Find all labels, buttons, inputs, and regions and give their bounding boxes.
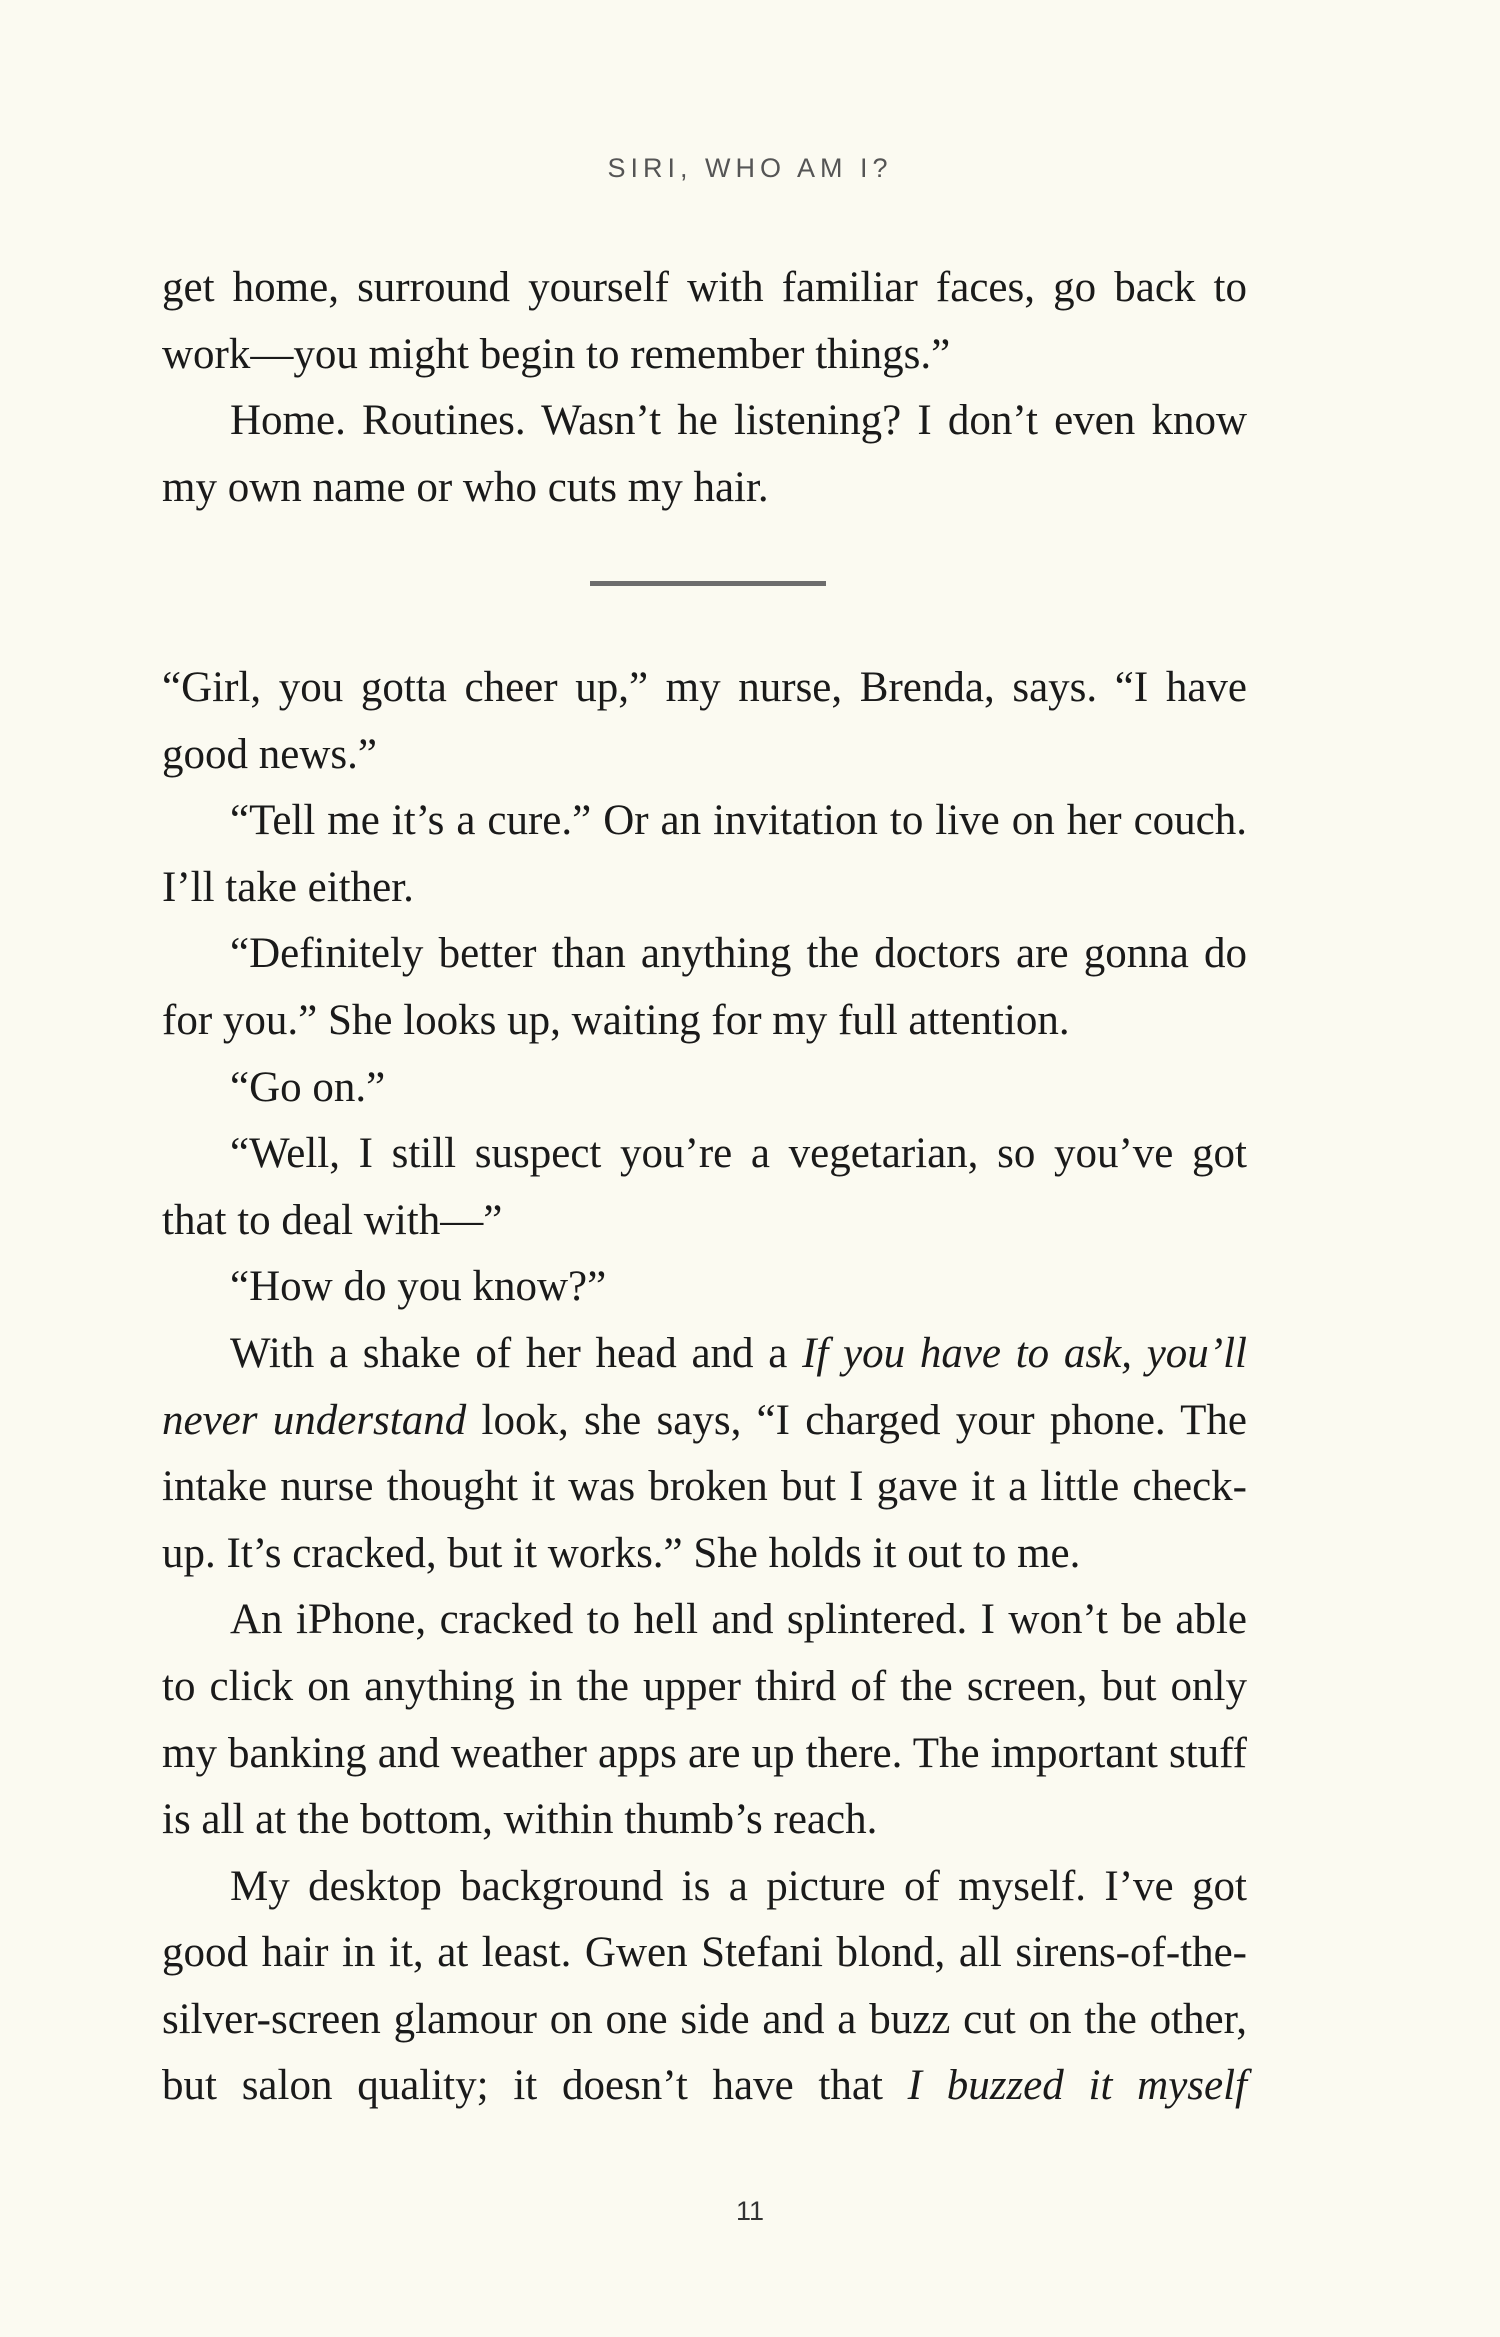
paragraph-text: My desktop background is a picture of myself. I’ve got good hair in it, at least. Gwen Stefani blond, all sirens-of-the-silver-screen glamour on one side and a buzz cut on the other, but salon quality; it doesn’t have that (162, 1862, 1247, 2110)
paragraph: “Tell me it’s a cure.” Or an invitation to live on her couch. I’ll take either. (162, 797, 1247, 911)
paragraph (162, 1854, 1247, 2120)
text-block-top (162, 255, 1247, 521)
page-number: 11 (735, 2196, 765, 2226)
paragraph: “Well, I still suspect you’re a vegetarian, so you’ve got that to deal with—” (162, 1130, 1247, 1244)
paragraph: get home, surround yourself with familiar faces, go back to work—you might begin to remember things.” (162, 264, 1247, 378)
section-divider (590, 581, 826, 586)
paragraph: “Girl, you gotta cheer up,” my nurse, Brenda, says. “I have good news.” (162, 664, 1247, 778)
paragraph-text: With a shake of her head and a (230, 1329, 803, 1377)
paragraph (162, 1321, 1247, 1587)
paragraph-text: look, she says, “I charged your phone. The intake nurse thought it was broken but I gave it a little check-up. It’s cracked, but it works.” She holds it out to me. (162, 1396, 1247, 1577)
paragraph: “Go on.” (230, 1063, 386, 1111)
paragraph: “How do you know?” (230, 1263, 607, 1311)
paragraph: An iPhone, cracked to hell and splintered. I won’t be able to click on anything in the upper third of the screen, but only my banking and weather apps are up there. The important stuff is all at the bottom, within thumb’s reach. (162, 1596, 1247, 1844)
text-block-main (162, 655, 1247, 2120)
italic-phrase: I buzzed it myself (907, 2062, 1248, 2110)
paragraph: “Definitely better than anything the doctors are gonna do for you.” She looks up, waiting for my full attention. (162, 930, 1247, 1044)
running-head: SIRI, WHO AM I? (607, 153, 893, 183)
paragraph: Home. Routines. Wasn’t he listening? I don’t even know my own name or who cuts my hair. (162, 397, 1247, 511)
italic-phrase: If you have to ask, you’ll never understand (162, 1329, 1247, 1444)
